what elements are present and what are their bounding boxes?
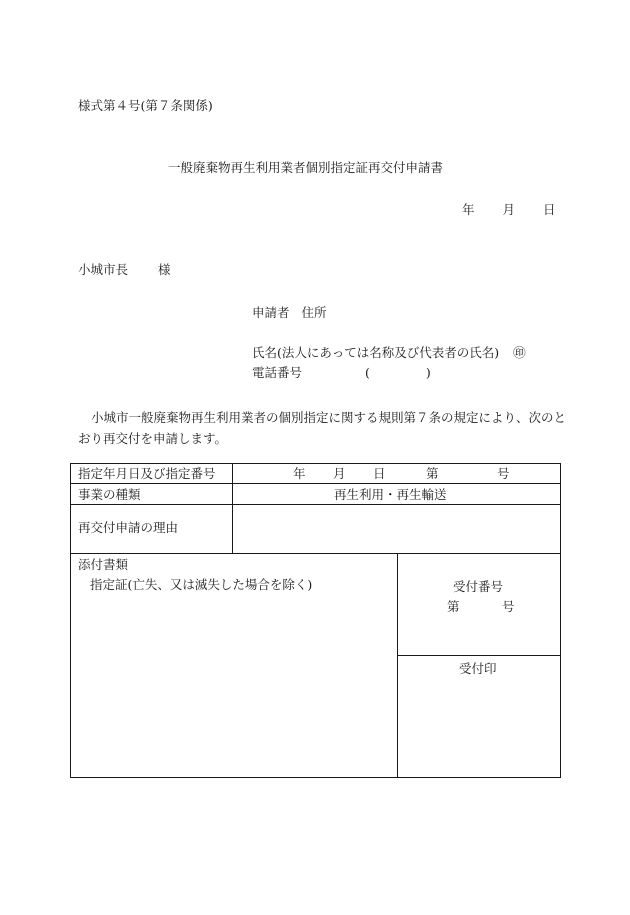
row-divider-3 — [70, 553, 561, 554]
table-border-bottom — [70, 777, 561, 778]
addressee-honorific: 様 — [158, 262, 171, 277]
document-title: 一般廃棄物再生利用業者個別指定証再交付申請書 — [168, 160, 444, 175]
row-divider-1 — [70, 483, 561, 484]
body-text: 小城市一般廃棄物再生利用業者の個別指定に関する規則第７条の規定により、次のとおり再交付を申請します。 — [78, 410, 567, 446]
business-type-label: 事業の種類 — [78, 487, 141, 502]
receipt-stamp-label: 受付印 — [459, 661, 497, 676]
date-year-label: 年 — [462, 202, 475, 217]
label-column-divider — [232, 463, 233, 554]
designation-month-label: 月 — [333, 466, 346, 481]
applicant-label: 申請者 — [252, 305, 290, 320]
reissue-reason-label: 再交付申請の理由 — [78, 520, 179, 535]
applicant-address-line — [252, 307, 327, 320]
receipt-column-divider — [397, 553, 398, 778]
applicant-name-line — [252, 347, 526, 360]
applicant-phone-line — [252, 367, 431, 380]
seal-mark: ㊞ — [513, 345, 526, 360]
applicant-name-label: 氏名(法人にあっては名称及び代表者の氏名) — [252, 345, 500, 360]
phone-open-paren: ( — [365, 365, 370, 380]
date-month-label: 月 — [502, 202, 516, 217]
receipt-divider — [397, 655, 561, 656]
application-table — [70, 463, 561, 778]
receipt-number-go: 号 — [502, 599, 515, 614]
applicant-phone-label: 電話番号 — [252, 365, 303, 380]
date-line — [462, 204, 556, 217]
designation-dai-label: 第 — [426, 466, 439, 481]
addressee-name: 小城市長 — [78, 262, 129, 277]
designation-year-label: 年 — [293, 466, 306, 481]
table-border-left — [70, 463, 71, 778]
designation-go-label: 号 — [497, 466, 510, 481]
receipt-number-dai: 第 — [447, 599, 460, 614]
row-divider-2 — [70, 504, 561, 505]
table-border-right — [560, 463, 561, 778]
business-type-value: 再生利用・再生輸送 — [334, 487, 447, 502]
form-number: 様式第４号(第７条関係) — [78, 98, 213, 113]
date-day-label: 日 — [543, 202, 556, 217]
applicant-address-label: 住所 — [301, 305, 327, 320]
phone-close-paren: ) — [425, 365, 431, 380]
attachments-item: 指定証(亡失、又は滅失した場合を除く) — [90, 577, 313, 592]
designation-day-label: 日 — [373, 466, 386, 481]
designation-date-number-label: 指定年月日及び指定番号 — [78, 466, 216, 481]
attachments-heading: 添付書類 — [78, 557, 129, 572]
addressee — [78, 264, 171, 277]
table-border-top — [70, 463, 561, 464]
receipt-number-label: 受付番号 — [453, 579, 504, 594]
